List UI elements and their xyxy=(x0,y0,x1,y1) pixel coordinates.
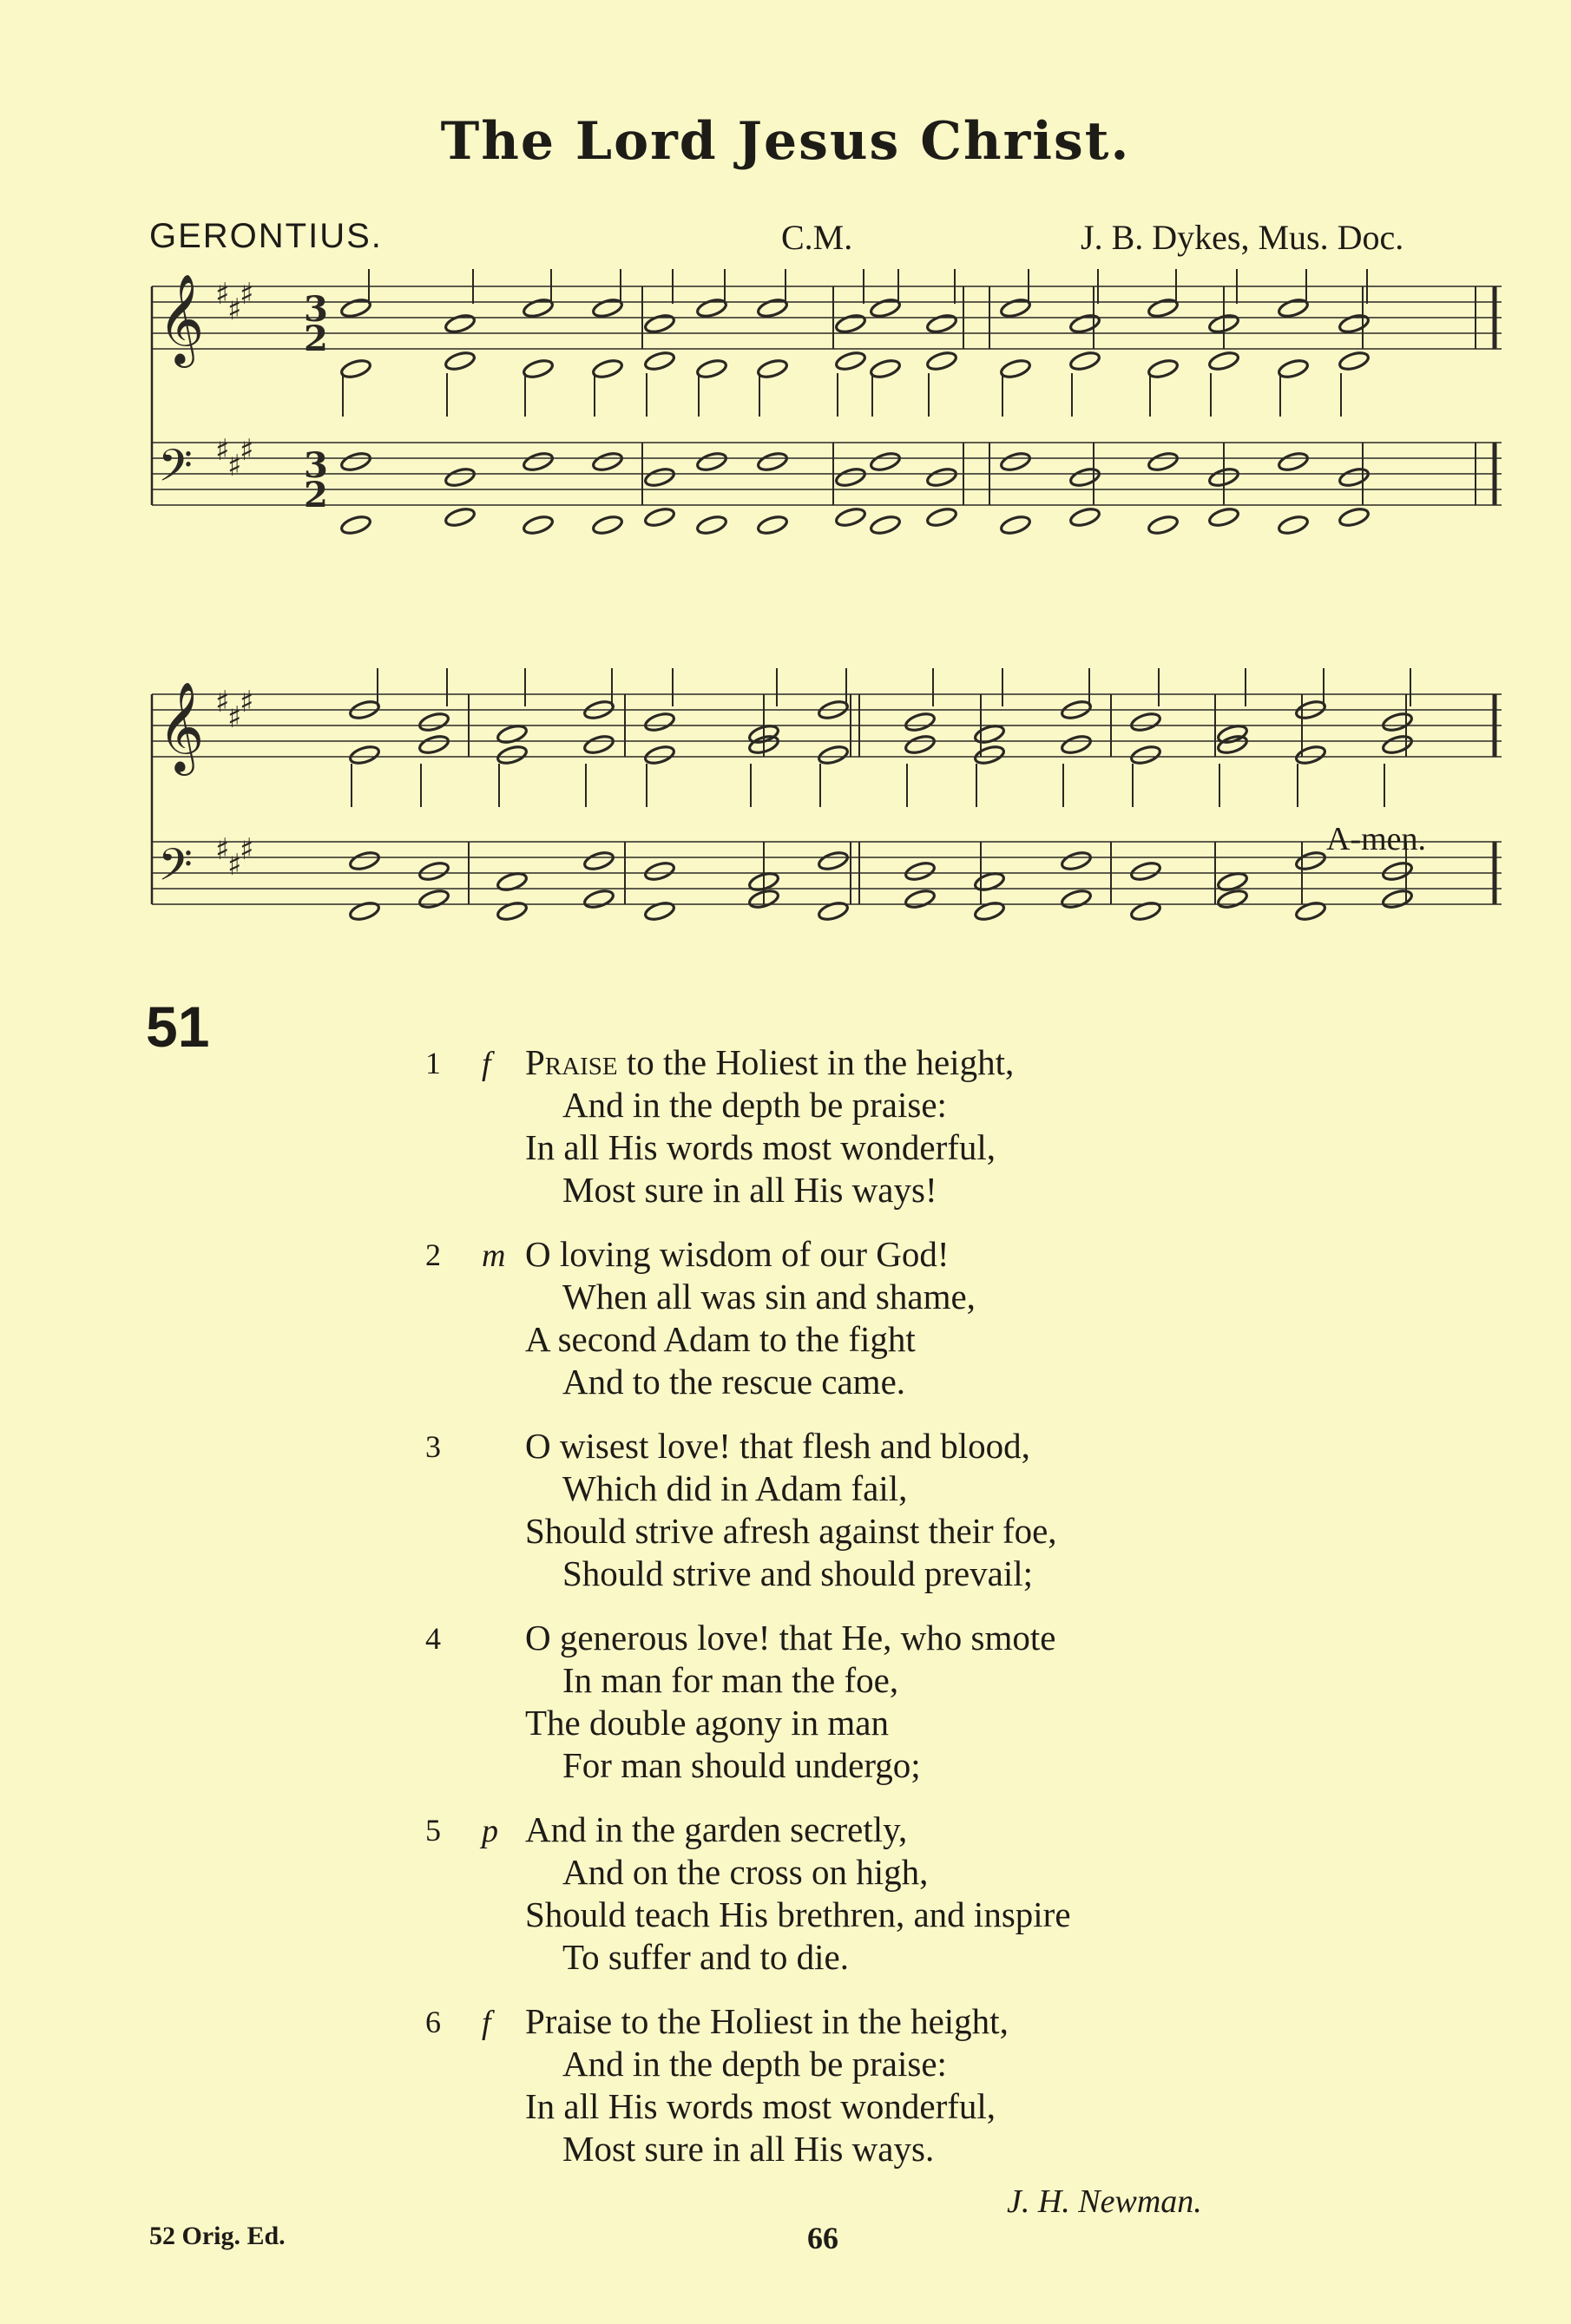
note-head xyxy=(582,888,615,910)
note-head xyxy=(756,358,788,380)
first-word: Praise xyxy=(525,1042,618,1082)
note-head xyxy=(522,297,554,319)
note-head xyxy=(999,358,1031,380)
note-head xyxy=(834,506,866,528)
note-head xyxy=(643,466,675,489)
note-head xyxy=(925,350,957,372)
note-head xyxy=(643,350,675,372)
verse-line xyxy=(525,1041,1014,1083)
verse-line: To suffer and to die. xyxy=(562,1937,849,1977)
note-head xyxy=(869,514,901,536)
note-head xyxy=(496,900,528,922)
note-head xyxy=(1294,744,1326,766)
note-head xyxy=(1216,733,1248,756)
treble-clef-icon: 𝄞 xyxy=(158,681,205,772)
note-head xyxy=(817,850,849,872)
note-head xyxy=(339,514,371,536)
first-line-rest: to the Holiest in the height, xyxy=(617,1042,1015,1082)
tune-composer: J. B. Dykes, Mus. Doc. xyxy=(1081,218,1404,257)
page-title: The Lord Jesus Christ. xyxy=(440,111,1131,172)
sharp-icon: ♯ xyxy=(215,685,230,719)
note-head xyxy=(973,744,1005,766)
verse-line: And on the cross on high, xyxy=(562,1852,929,1892)
verse-line: Which did in Adam fail, xyxy=(562,1468,908,1508)
verse-line: When all was sin and shame, xyxy=(562,1277,976,1316)
note-head xyxy=(496,723,528,745)
note-head xyxy=(643,744,675,766)
note-head xyxy=(1207,506,1239,528)
time-signature-bottom: 2 xyxy=(304,318,328,359)
note-head xyxy=(348,744,380,766)
note-head xyxy=(834,350,866,372)
verse-3 xyxy=(0,1425,1571,1599)
note-head xyxy=(1129,900,1161,922)
note-head xyxy=(643,506,675,528)
note-head xyxy=(1147,450,1179,473)
note-head xyxy=(1338,506,1370,528)
verse-2 xyxy=(0,1233,1571,1407)
dynamic-mark: p xyxy=(482,1813,498,1849)
verse-line: In all His words most wonderful, xyxy=(525,1127,996,1167)
note-head xyxy=(925,312,957,335)
note-head xyxy=(1381,888,1413,910)
verse-line: Most sure in all His ways! xyxy=(562,1170,937,1210)
note-head xyxy=(522,514,554,536)
note-head xyxy=(643,312,675,335)
note-head xyxy=(1147,297,1179,319)
tune-name: GERONTIUS. xyxy=(149,217,383,255)
music-system-1 xyxy=(139,269,1502,594)
verse-line: And in the depth be praise: xyxy=(562,1085,947,1125)
verse-6 xyxy=(0,2000,1571,2174)
note-head xyxy=(925,466,957,489)
verse-line: Should strive afresh against their foe, xyxy=(525,1511,1057,1551)
note-head xyxy=(348,850,380,872)
note-head xyxy=(417,888,450,910)
note-head xyxy=(1147,514,1179,536)
note-head xyxy=(1338,350,1370,372)
note-head xyxy=(1068,466,1101,489)
note-head xyxy=(1381,711,1413,733)
note-head xyxy=(1381,860,1413,883)
verse-line: Most sure in all His ways. xyxy=(562,2129,935,2169)
verse-line: And in the depth be praise: xyxy=(562,2044,947,2084)
verse-number: 3 xyxy=(425,1429,441,1464)
verse-line: In all His words most wonderful, xyxy=(525,2086,996,2126)
verse-number: 5 xyxy=(425,1813,441,1848)
music-system-2 xyxy=(139,668,1502,981)
note-head xyxy=(999,514,1031,536)
note-head xyxy=(904,711,936,733)
sharp-icon: ♯ xyxy=(240,277,254,312)
sharp-icon: ♯ xyxy=(215,832,230,867)
note-head xyxy=(348,900,380,922)
verse-line: In man for man the foe, xyxy=(562,1660,899,1700)
note-head xyxy=(417,733,450,756)
note-head xyxy=(999,450,1031,473)
note-head xyxy=(591,297,623,319)
note-head xyxy=(339,358,371,380)
verse-line: O generous love! that He, who smote xyxy=(525,1618,1056,1658)
note-head xyxy=(695,358,727,380)
sharp-icon: ♯ xyxy=(240,433,254,468)
note-head xyxy=(973,723,1005,745)
note-head xyxy=(695,450,727,473)
amen-text: A-men. xyxy=(1326,821,1427,857)
note-head xyxy=(973,900,1005,922)
note-head xyxy=(522,450,554,473)
note-head xyxy=(904,888,936,910)
verse-line: O loving wisdom of our God! xyxy=(525,1234,950,1274)
verse-line: And in the garden secretly, xyxy=(525,1809,908,1849)
page-number: 66 xyxy=(807,2221,838,2255)
note-head xyxy=(1068,506,1101,528)
note-head xyxy=(1277,514,1309,536)
note-head xyxy=(1277,450,1309,473)
note-head xyxy=(1381,733,1413,756)
note-head xyxy=(925,506,957,528)
note-head xyxy=(695,514,727,536)
note-head xyxy=(1338,466,1370,489)
verse-line: For man should undergo; xyxy=(562,1745,921,1785)
sharp-icon: ♯ xyxy=(227,700,242,735)
note-head xyxy=(1147,358,1179,380)
sharp-icon: ♯ xyxy=(227,848,242,883)
tune-meter: C.M. xyxy=(781,218,853,257)
note-head xyxy=(869,297,901,319)
note-head xyxy=(444,312,476,335)
note-head xyxy=(834,466,866,489)
treble-clef-icon: 𝄞 xyxy=(158,273,205,364)
note-head xyxy=(817,744,849,766)
note-head xyxy=(1129,744,1161,766)
note-head xyxy=(582,850,615,872)
verse-line: O wisest love! that flesh and blood, xyxy=(525,1426,1030,1466)
note-head xyxy=(444,350,476,372)
note-head xyxy=(1060,850,1092,872)
note-head xyxy=(904,733,936,756)
verse-1 xyxy=(0,1041,1571,1215)
note-head xyxy=(496,870,528,893)
verse-line: A second Adam to the fight xyxy=(525,1319,916,1359)
note-head xyxy=(591,514,623,536)
sharp-icon: ♯ xyxy=(240,832,254,867)
note-head xyxy=(417,711,450,733)
sharp-icon: ♯ xyxy=(215,433,230,468)
verse-number: 4 xyxy=(425,1621,441,1656)
note-head xyxy=(1060,888,1092,910)
note-head xyxy=(1277,358,1309,380)
note-head xyxy=(591,358,623,380)
verse-4 xyxy=(0,1617,1571,1790)
note-head xyxy=(496,744,528,766)
verse-line: Should strive and should prevail; xyxy=(562,1553,1034,1593)
note-head xyxy=(1207,350,1239,372)
note-head xyxy=(643,900,675,922)
time-signature-top: 3 xyxy=(304,445,328,486)
note-head xyxy=(643,711,675,733)
note-head xyxy=(973,870,1005,893)
note-head xyxy=(1060,733,1092,756)
note-head xyxy=(444,466,476,489)
verse-line: Should teach His brethren, and inspire xyxy=(525,1894,1071,1934)
time-signature-top: 3 xyxy=(304,289,328,330)
note-head xyxy=(444,506,476,528)
verse-number: 2 xyxy=(425,1237,441,1272)
note-head xyxy=(1338,312,1370,335)
note-head xyxy=(834,312,866,335)
hymn-number: 51 xyxy=(146,995,210,1059)
sharp-icon: ♯ xyxy=(215,277,230,312)
verse-line: The double agony in man xyxy=(525,1703,890,1743)
verse-number: 1 xyxy=(425,1046,441,1080)
verse-5 xyxy=(0,1809,1571,1982)
verse-line: Praise to the Holiest in the height, xyxy=(525,2001,1009,2041)
note-head xyxy=(1068,350,1101,372)
note-head xyxy=(643,860,675,883)
note-head xyxy=(1294,900,1326,922)
note-head xyxy=(756,450,788,473)
sharp-icon: ♯ xyxy=(227,292,242,327)
note-head xyxy=(417,860,450,883)
note-head xyxy=(999,297,1031,319)
time-signature-bottom: 2 xyxy=(304,475,328,515)
dynamic-mark: f xyxy=(482,2005,491,2041)
sharp-icon: ♯ xyxy=(227,449,242,483)
note-head xyxy=(591,450,623,473)
dynamic-mark: f xyxy=(482,1046,491,1082)
note-head xyxy=(339,297,371,319)
note-head xyxy=(1216,870,1248,893)
note-head xyxy=(1294,850,1326,872)
note-head xyxy=(1068,312,1101,335)
note-head xyxy=(1277,297,1309,319)
hymn-author: J. H. Newman. xyxy=(1007,2183,1202,2220)
bass-clef-icon: 𝄢 xyxy=(158,439,193,502)
sharp-icon: ♯ xyxy=(240,685,254,719)
note-head xyxy=(1216,888,1248,910)
note-head xyxy=(1129,711,1161,733)
verse-number: 6 xyxy=(425,2005,441,2039)
note-head xyxy=(869,450,901,473)
note-head xyxy=(756,297,788,319)
verse-line: And to the rescue came. xyxy=(562,1362,906,1402)
note-head xyxy=(695,297,727,319)
note-head xyxy=(582,733,615,756)
note-head xyxy=(904,860,936,883)
note-head xyxy=(869,358,901,380)
note-head xyxy=(339,450,371,473)
note-head xyxy=(817,900,849,922)
dynamic-mark: m xyxy=(482,1237,506,1274)
edition-note: 52 Orig. Ed. xyxy=(149,2222,286,2250)
note-head xyxy=(1129,860,1161,883)
note-head xyxy=(522,358,554,380)
note-head xyxy=(756,514,788,536)
bass-clef-icon: 𝄢 xyxy=(158,838,193,902)
